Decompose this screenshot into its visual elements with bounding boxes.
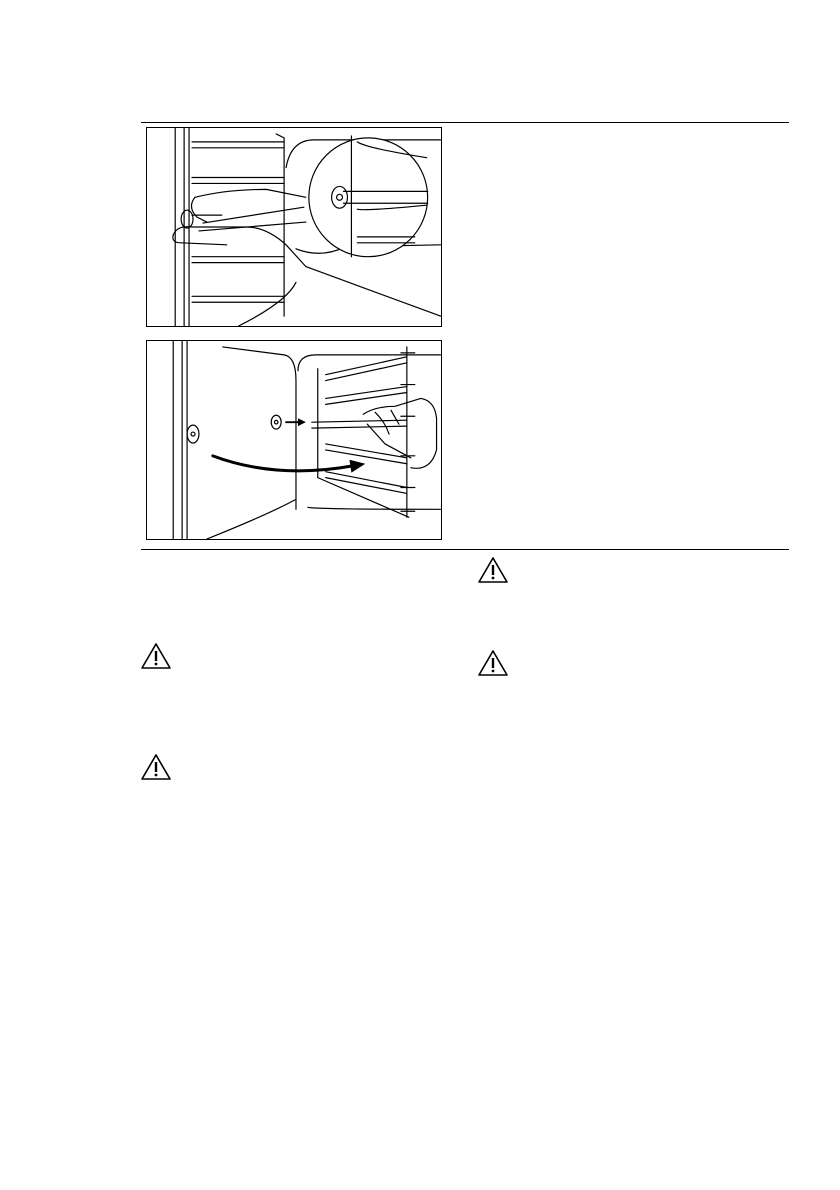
warning-triangle-icon [140, 752, 172, 782]
shelf-support-installation-figure [146, 340, 442, 540]
warning-triangle-icon [477, 648, 509, 678]
warning-triangle-icon [140, 641, 172, 671]
top-divider [141, 122, 789, 123]
shelf-support-installation-illustration [147, 341, 441, 539]
warning-triangle-icon [477, 555, 509, 585]
bottom-divider [141, 549, 789, 550]
shelf-support-removal-figure [146, 127, 442, 327]
shelf-support-removal-illustration [147, 128, 441, 326]
